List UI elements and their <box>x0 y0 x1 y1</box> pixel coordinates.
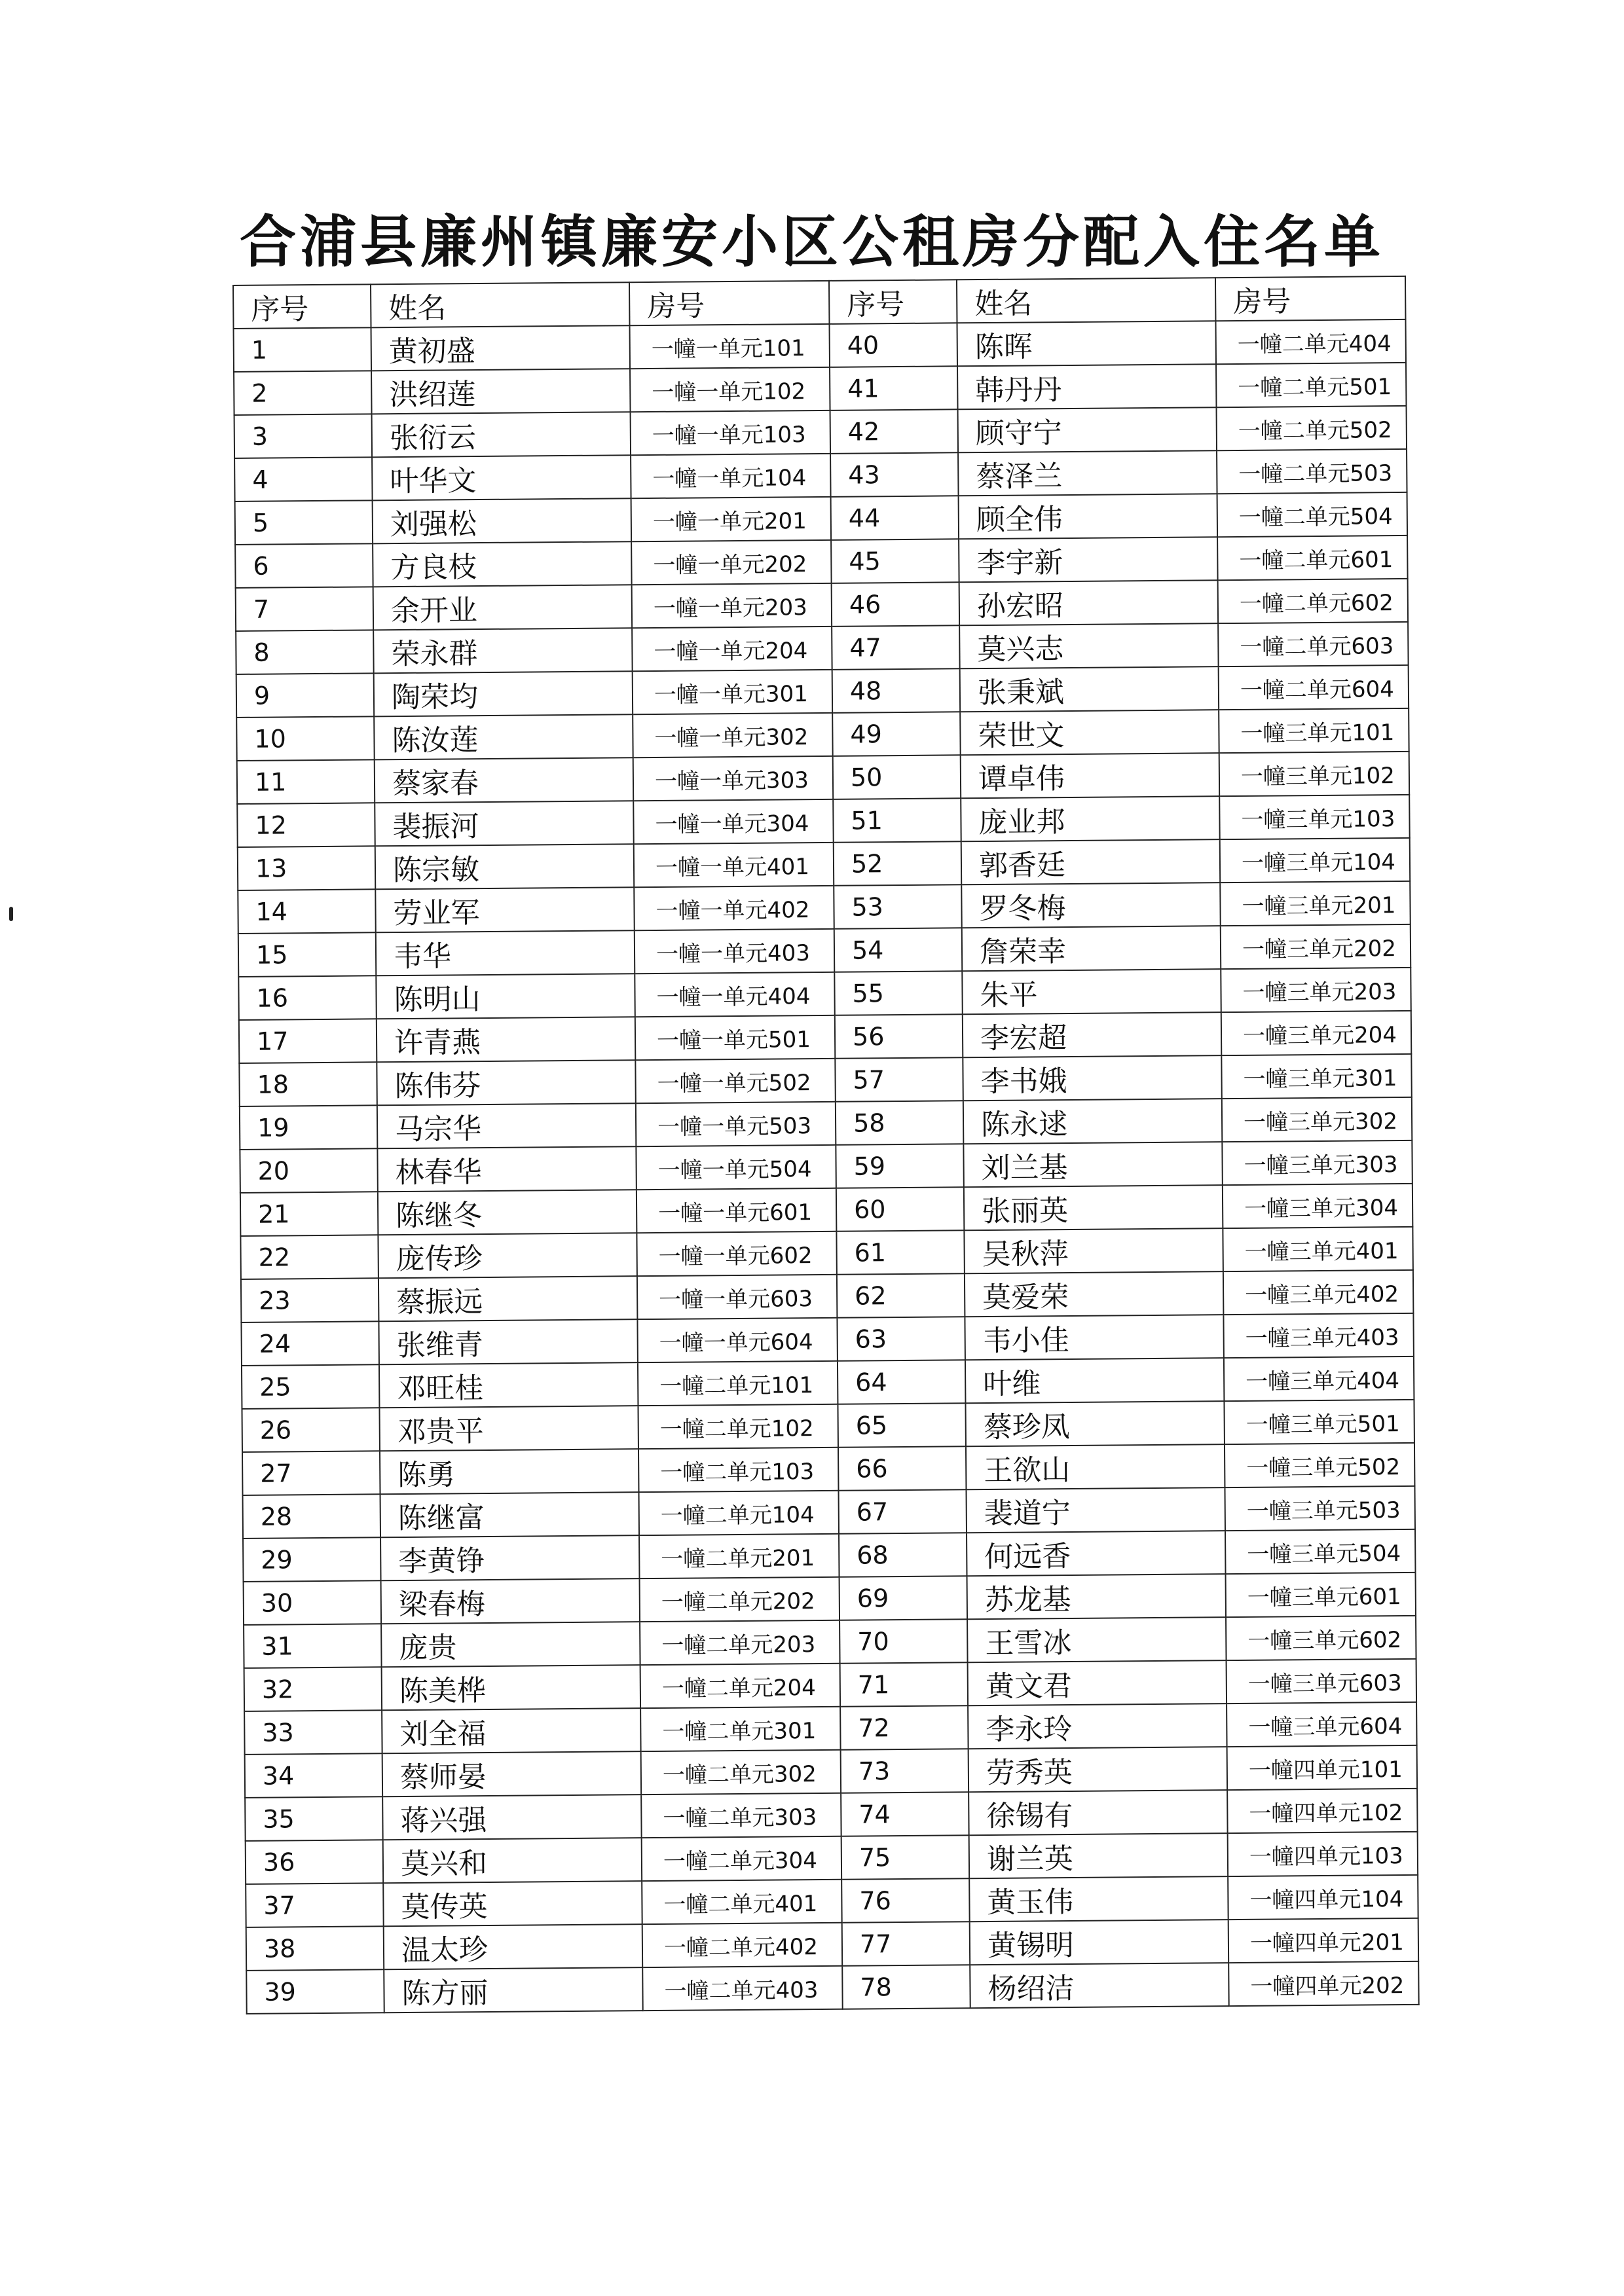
cell-room-left: 一幢一单元302 <box>633 713 833 757</box>
cell-room-left: 一幢二单元301 <box>640 1707 841 1751</box>
cell-room-right: 一幢三单元601 <box>1226 1573 1416 1617</box>
cell-room-left: 一幢一单元602 <box>637 1231 837 1276</box>
cell-seq-left: 7 <box>236 587 374 631</box>
cell-room-right: 一幢三单元302 <box>1222 1097 1412 1142</box>
cell-name-right: 劳秀英 <box>969 1747 1228 1792</box>
cell-name-left: 荣永群 <box>373 628 633 673</box>
cell-name-right: 徐锡有 <box>969 1790 1228 1835</box>
cell-name-left: 陈继富 <box>380 1492 640 1537</box>
cell-seq-right: 58 <box>836 1101 964 1145</box>
cell-name-right: 黄玉伟 <box>969 1876 1228 1922</box>
cell-room-left: 一幢一单元201 <box>631 497 832 541</box>
cell-name-right: 荣世文 <box>960 710 1219 755</box>
cell-seq-left: 18 <box>239 1062 377 1106</box>
cell-room-right: 一幢三单元304 <box>1223 1184 1413 1228</box>
cell-seq-left: 33 <box>244 1710 382 1755</box>
cell-seq-right: 64 <box>838 1360 966 1404</box>
cell-room-left: 一幢一单元502 <box>635 1059 836 1103</box>
cell-name-left: 张衍云 <box>372 412 631 457</box>
cell-room-right: 一幢三单元101 <box>1219 708 1409 753</box>
cell-room-left: 一幢二单元103 <box>638 1448 839 1492</box>
cell-room-left: 一幢二单元401 <box>642 1880 842 1924</box>
cell-room-right: 一幢二单元602 <box>1218 579 1409 623</box>
cell-name-right: 黄文君 <box>968 1660 1227 1705</box>
cell-room-right: 一幢三单元202 <box>1221 924 1411 969</box>
cell-name-left: 莫兴和 <box>383 1838 642 1883</box>
cell-seq-right: 71 <box>840 1662 969 1707</box>
cell-name-left: 陈勇 <box>380 1449 639 1494</box>
cell-seq-left: 25 <box>242 1364 380 1409</box>
cell-room-left: 一幢一单元204 <box>632 627 832 671</box>
cell-seq-left: 22 <box>240 1235 378 1279</box>
cell-seq-right: 62 <box>837 1273 965 1318</box>
cell-seq-left: 1 <box>234 327 372 372</box>
cell-seq-left: 9 <box>236 673 375 718</box>
cell-seq-right: 46 <box>832 582 960 627</box>
cell-seq-left: 8 <box>236 630 374 674</box>
cell-name-right: 吴秋萍 <box>964 1228 1223 1273</box>
cell-name-right: 杨绍洁 <box>970 1963 1229 2008</box>
cell-seq-right: 72 <box>840 1705 969 1750</box>
cell-room-left: 一幢一单元403 <box>635 929 835 974</box>
cell-name-right: 罗冬梅 <box>961 883 1221 928</box>
cell-name-right: 裴道宁 <box>966 1487 1225 1533</box>
header-seq-right: 序号 <box>829 280 957 324</box>
header-seq-left: 序号 <box>233 284 371 329</box>
cell-room-left: 一幢一单元604 <box>637 1318 838 1362</box>
cell-seq-right: 53 <box>834 884 962 929</box>
cell-seq-right: 73 <box>841 1749 969 1793</box>
cell-seq-right: 70 <box>840 1619 968 1664</box>
cell-seq-left: 34 <box>245 1753 383 1798</box>
cell-name-left: 温太珍 <box>384 1924 643 1969</box>
cell-name-right: 陈永逑 <box>963 1099 1223 1144</box>
header-name-right: 姓名 <box>957 278 1216 323</box>
scan-edge-mark <box>9 907 13 921</box>
cell-name-left: 庞传珍 <box>378 1233 637 1278</box>
table-row <box>246 1961 1418 2014</box>
cell-name-right: 何远香 <box>967 1531 1226 1576</box>
cell-name-right: 张秉斌 <box>960 666 1219 712</box>
cell-room-left: 一幢二单元204 <box>640 1664 841 1708</box>
cell-room-left: 一幢二单元302 <box>641 1750 841 1795</box>
cell-room-left: 一幢二单元304 <box>642 1836 842 1881</box>
cell-seq-right: 41 <box>830 366 958 410</box>
cell-room-right: 一幢三单元204 <box>1221 1011 1412 1055</box>
cell-name-right: 李宏超 <box>963 1012 1222 1057</box>
cell-room-right: 一幢二单元504 <box>1217 492 1408 537</box>
cell-seq-left: 11 <box>237 759 375 804</box>
cell-room-left: 一幢一单元303 <box>633 756 834 801</box>
cell-name-right: 叶维 <box>965 1358 1225 1403</box>
header-room-right: 房号 <box>1215 276 1406 321</box>
cell-room-right: 一幢四单元103 <box>1228 1832 1418 1876</box>
cell-seq-right: 55 <box>834 971 963 1015</box>
cell-seq-right: 56 <box>835 1014 963 1059</box>
cell-seq-left: 5 <box>235 500 373 545</box>
cell-name-right: 王雪冰 <box>967 1617 1227 1662</box>
cell-name-left: 劳业军 <box>375 887 635 932</box>
cell-name-left: 方良枝 <box>373 541 632 587</box>
cell-name-left: 庞贵 <box>381 1622 640 1667</box>
allocation-table <box>232 276 1420 2014</box>
cell-room-right: 一幢四单元102 <box>1227 1789 1418 1833</box>
cell-seq-left: 35 <box>245 1796 383 1841</box>
cell-room-right: 一幢二单元501 <box>1216 363 1407 407</box>
cell-seq-left: 20 <box>240 1148 378 1193</box>
cell-name-right: 朱平 <box>962 969 1221 1014</box>
cell-room-left: 一幢一单元304 <box>633 799 834 844</box>
cell-seq-right: 52 <box>834 841 962 886</box>
cell-seq-right: 47 <box>832 625 960 670</box>
cell-seq-left: 32 <box>244 1667 382 1711</box>
cell-name-right: 谢兰英 <box>969 1833 1228 1878</box>
cell-name-left: 蒋兴强 <box>382 1795 642 1840</box>
cell-seq-right: 68 <box>839 1533 967 1577</box>
cell-room-right: 一幢三单元501 <box>1224 1400 1414 1444</box>
cell-seq-right: 51 <box>833 798 961 843</box>
cell-room-right: 一幢四单元104 <box>1228 1875 1418 1920</box>
cell-seq-left: 28 <box>243 1494 381 1539</box>
cell-name-right: 孙宏昭 <box>959 580 1219 625</box>
cell-name-right: 李永玲 <box>968 1704 1227 1749</box>
cell-room-right: 一幢三单元404 <box>1224 1357 1414 1401</box>
cell-seq-right: 74 <box>841 1792 969 1836</box>
cell-room-left: 一幢一单元601 <box>637 1188 837 1233</box>
cell-room-right: 一幢三单元403 <box>1223 1313 1414 1358</box>
cell-name-left: 陈方丽 <box>384 1967 643 2013</box>
cell-name-right: 李宇新 <box>959 537 1218 582</box>
cell-name-left: 蔡振远 <box>378 1276 638 1321</box>
cell-room-left: 一幢一单元504 <box>636 1145 836 1190</box>
cell-name-left: 陈汝莲 <box>374 714 633 759</box>
cell-room-left: 一幢一单元501 <box>635 1015 836 1060</box>
cell-room-left: 一幢一单元102 <box>630 367 830 412</box>
cell-room-right: 一幢三单元401 <box>1223 1227 1413 1271</box>
cell-seq-right: 61 <box>836 1230 965 1275</box>
cell-seq-left: 21 <box>240 1192 378 1236</box>
cell-seq-right: 63 <box>837 1317 965 1361</box>
cell-name-left: 林春华 <box>377 1146 637 1192</box>
cell-room-left: 一幢一单元301 <box>633 670 833 714</box>
cell-name-right: 苏龙基 <box>967 1574 1227 1619</box>
header-name-left: 姓名 <box>371 282 630 327</box>
cell-name-left: 蔡师晏 <box>382 1751 642 1796</box>
cell-seq-left: 17 <box>239 1019 377 1063</box>
cell-room-left: 一幢一单元202 <box>631 540 832 585</box>
cell-seq-right: 43 <box>830 452 959 497</box>
cell-room-right: 一幢三单元104 <box>1220 838 1411 883</box>
cell-seq-right: 65 <box>838 1403 966 1448</box>
cell-seq-right: 57 <box>835 1057 963 1102</box>
cell-room-right: 一幢四单元201 <box>1228 1918 1419 1963</box>
cell-seq-left: 14 <box>238 889 376 934</box>
cell-room-right: 一幢三单元502 <box>1225 1443 1415 1487</box>
cell-name-left: 陶荣均 <box>374 671 633 716</box>
cell-room-left: 一幢一单元603 <box>637 1275 838 1319</box>
cell-room-right: 一幢二单元404 <box>1215 319 1406 364</box>
cell-name-left: 刘强松 <box>373 498 632 543</box>
cell-room-right: 一幢四单元101 <box>1227 1745 1418 1790</box>
cell-name-left: 韦华 <box>376 930 635 975</box>
cell-name-left: 陈宗敏 <box>375 844 635 889</box>
cell-seq-right: 54 <box>834 928 963 972</box>
cell-seq-right: 59 <box>836 1144 964 1188</box>
cell-name-left: 梁春梅 <box>381 1578 640 1624</box>
cell-seq-right: 69 <box>840 1576 968 1620</box>
cell-seq-left: 27 <box>242 1451 380 1495</box>
cell-name-left: 陈继冬 <box>378 1190 637 1235</box>
cell-name-right: 庞业邦 <box>961 796 1220 841</box>
cell-room-left: 一幢二单元203 <box>640 1620 840 1665</box>
cell-name-right: 顾守宁 <box>958 407 1217 452</box>
cell-seq-left: 10 <box>236 716 375 761</box>
cell-seq-left: 37 <box>246 1883 384 1927</box>
cell-room-right: 一幢三单元604 <box>1227 1702 1417 1747</box>
cell-room-right: 一幢二单元603 <box>1218 622 1409 666</box>
cell-name-left: 许青燕 <box>377 1017 636 1062</box>
cell-name-left: 陈伟芬 <box>377 1060 636 1105</box>
cell-seq-left: 31 <box>244 1624 382 1668</box>
cell-seq-right: 67 <box>838 1489 967 1534</box>
cell-room-right: 一幢三单元301 <box>1221 1054 1412 1099</box>
cell-room-left: 一幢一单元401 <box>634 843 834 887</box>
cell-seq-left: 16 <box>238 975 377 1020</box>
cell-name-right: 韦小佳 <box>965 1315 1224 1360</box>
cell-room-left: 一幢二单元201 <box>639 1534 840 1578</box>
document-title: 合浦县廉州镇廉安小区公租房分配入住名单 <box>240 209 1384 275</box>
cell-seq-right: 40 <box>829 323 957 367</box>
cell-room-left: 一幢一单元402 <box>634 886 834 930</box>
cell-seq-left: 38 <box>246 1926 384 1971</box>
cell-seq-left: 26 <box>242 1408 380 1452</box>
cell-name-right: 莫兴志 <box>959 623 1219 668</box>
cell-seq-right: 78 <box>842 1965 970 2009</box>
cell-name-left: 洪绍莲 <box>371 369 631 414</box>
cell-name-left: 蔡家春 <box>375 757 634 803</box>
cell-room-right: 一幢三单元602 <box>1226 1616 1416 1660</box>
cell-name-right: 詹荣幸 <box>962 926 1221 971</box>
cell-name-left: 李黄铮 <box>380 1535 640 1580</box>
cell-room-right: 一幢三单元303 <box>1222 1140 1412 1185</box>
cell-seq-left: 36 <box>246 1840 384 1884</box>
cell-room-left: 一幢一单元503 <box>636 1102 836 1146</box>
cell-name-left: 裴振河 <box>375 801 634 846</box>
cell-room-left: 一幢一单元103 <box>631 410 831 455</box>
cell-name-left: 黄初盛 <box>371 325 631 371</box>
cell-seq-left: 12 <box>237 803 375 847</box>
cell-name-right: 韩丹丹 <box>957 364 1217 409</box>
cell-name-left: 邓贵平 <box>379 1406 638 1451</box>
cell-name-left: 刘全福 <box>382 1708 641 1753</box>
cell-name-right: 顾全伟 <box>959 494 1218 539</box>
cell-seq-left: 39 <box>246 1969 384 2014</box>
cell-room-left: 一幢二单元102 <box>638 1404 838 1449</box>
cell-room-left: 一幢二单元202 <box>640 1577 840 1622</box>
cell-name-right: 谭卓伟 <box>961 753 1220 798</box>
cell-name-left: 陈美桦 <box>382 1665 641 1710</box>
cell-room-left: 一幢二单元104 <box>639 1491 840 1535</box>
cell-seq-left: 6 <box>235 543 373 588</box>
cell-name-right: 莫爱荣 <box>965 1271 1224 1317</box>
cell-name-right: 李书娥 <box>963 1055 1222 1101</box>
cell-room-left: 一幢二单元402 <box>642 1923 843 1967</box>
cell-seq-left: 30 <box>244 1580 382 1625</box>
cell-seq-right: 66 <box>838 1446 967 1491</box>
cell-name-right: 郭香廷 <box>961 839 1221 884</box>
cell-seq-left: 3 <box>234 414 373 458</box>
cell-seq-right: 75 <box>841 1835 970 1880</box>
cell-seq-right: 60 <box>836 1187 965 1231</box>
cell-room-left: 一幢二单元101 <box>638 1361 838 1406</box>
cell-room-right: 一幢四单元202 <box>1228 1961 1419 2006</box>
cell-room-right: 一幢三单元402 <box>1223 1270 1414 1315</box>
cell-seq-left: 2 <box>234 371 372 415</box>
cell-seq-right: 44 <box>831 496 959 540</box>
table-body <box>234 319 1419 2014</box>
cell-name-left: 马宗华 <box>377 1103 637 1148</box>
cell-seq-right: 45 <box>831 539 959 583</box>
cell-seq-left: 4 <box>234 457 373 501</box>
cell-room-right: 一幢二单元502 <box>1217 406 1407 450</box>
cell-name-left: 莫传英 <box>383 1881 642 1926</box>
cell-name-right: 陈晖 <box>957 321 1216 366</box>
cell-room-right: 一幢三单元603 <box>1227 1659 1417 1704</box>
cell-room-right: 一幢三单元201 <box>1220 881 1411 926</box>
cell-room-right: 一幢三单元102 <box>1219 752 1410 796</box>
cell-room-right: 一幢二单元503 <box>1217 449 1407 494</box>
cell-seq-left: 23 <box>241 1278 379 1322</box>
cell-name-left: 张维青 <box>378 1319 638 1364</box>
cell-name-left: 邓旺桂 <box>379 1362 638 1408</box>
cell-name-left: 叶华文 <box>372 455 631 500</box>
cell-name-right: 张丽英 <box>964 1185 1223 1230</box>
cell-seq-left: 15 <box>238 932 377 977</box>
cell-room-right: 一幢三单元203 <box>1221 968 1411 1012</box>
cell-room-right: 一幢三单元504 <box>1225 1529 1416 1574</box>
cell-room-left: 一幢一单元203 <box>632 583 832 628</box>
cell-name-right: 蔡泽兰 <box>958 450 1217 496</box>
cell-room-right: 一幢二单元601 <box>1217 536 1408 580</box>
cell-seq-left: 19 <box>240 1105 378 1150</box>
cell-seq-left: 13 <box>238 846 376 890</box>
cell-room-left: 一幢一单元404 <box>635 972 835 1017</box>
cell-room-right: 一幢三单元103 <box>1219 795 1410 839</box>
cell-room-right: 一幢三单元503 <box>1225 1486 1415 1531</box>
cell-name-right: 黄锡明 <box>970 1920 1229 1965</box>
cell-seq-right: 76 <box>841 1878 970 1923</box>
cell-room-left: 一幢二单元303 <box>641 1793 841 1838</box>
cell-seq-left: 24 <box>241 1321 379 1366</box>
cell-seq-left: 29 <box>243 1537 381 1582</box>
cell-seq-right: 50 <box>833 755 961 799</box>
cell-room-left: 一幢二单元403 <box>642 1966 843 2011</box>
cell-name-right: 刘兰基 <box>963 1142 1223 1187</box>
cell-name-left: 陈明山 <box>376 974 635 1019</box>
cell-name-right: 蔡珍凤 <box>965 1401 1225 1446</box>
cell-seq-right: 49 <box>832 712 961 756</box>
cell-room-right: 一幢二单元604 <box>1219 665 1409 710</box>
cell-seq-right: 48 <box>832 668 961 713</box>
cell-seq-right: 42 <box>830 409 959 454</box>
header-room-left: 房号 <box>629 281 830 325</box>
cell-room-left: 一幢一单元104 <box>631 454 831 498</box>
cell-room-left: 一幢一单元101 <box>630 324 830 369</box>
cell-seq-right: 77 <box>842 1922 970 1966</box>
cell-name-right: 王欲山 <box>966 1444 1225 1489</box>
cell-name-left: 余开业 <box>373 585 633 630</box>
